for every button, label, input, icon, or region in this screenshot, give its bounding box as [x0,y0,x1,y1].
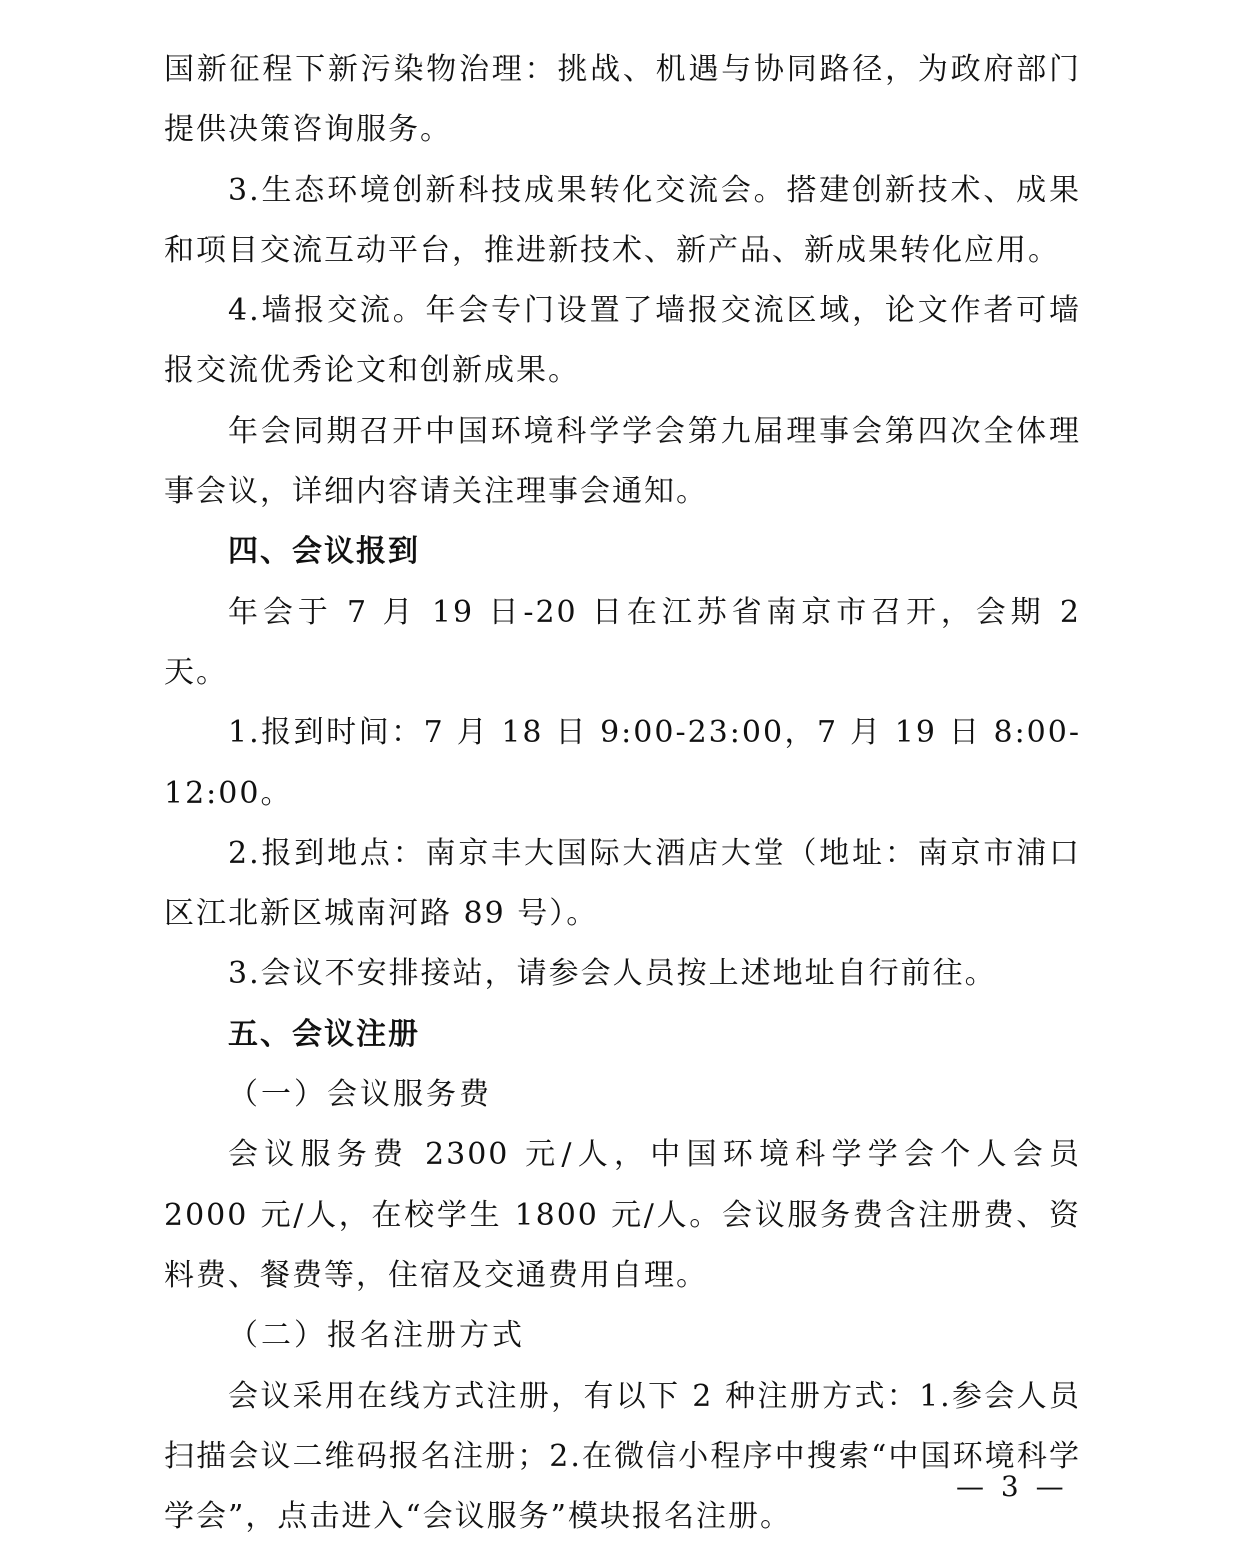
paragraph-pollutant-governance: 国新征程下新污染物治理：挑战、机遇与协同路径，为政府部门提供决策咨询服务。 [164,52,1081,148]
paragraph-registration-method-details: 会议采用在线方式注册，有以下 2 种注册方式：1.参会人员扫描会议二维码报名注册；2.在微信小程序中搜索“中国环境科学学会”，点击进入“会议服务”模块报名注册。 [164,1378,1081,1535]
paragraph-checkin-location: 2.报到地点：南京丰大国际大酒店大堂（地址：南京市浦口区江北新区城南河路 89 号）。 [164,835,1081,932]
paragraph-poster-exchange: 4.墙报交流。年会专门设置了墙报交流区域，论文作者可墙报交流优秀论文和创新成果。 [164,293,1081,389]
section-heading-registration-checkin: 四、会议报到 [228,534,420,570]
paragraph-service-fee-details: 会议服务费 2300 元/人，中国环境科学学会个人会员 2000 元/人，在校学生 1800 元/人。会议服务费含注册费、资料费、餐费等，住宿及交通费用自理。 [164,1137,1081,1293]
paragraph-no-pickup: 3.会议不安排接站，请参会人员按上述地址自行前往。 [228,956,997,992]
paragraph-council-meeting: 年会同期召开中国环境科学学会第九届理事会第四次全体理事会议，详细内容请关注理事会通知。 [164,413,1081,510]
paragraph-checkin-time: 1.报到时间：7 月 18 日 9:00-23:00，7 月 19 日 8:00-12:00。 [164,715,1081,811]
subheading-registration-method: （二）报名注册方式 [228,1318,525,1354]
paragraph-meeting-dates: 年会于 7 月 19 日-20 日在江苏省南京市召开，会期 2 天。 [164,594,1081,690]
paragraph-tech-transfer-meeting: 3.生态环境创新科技成果转化交流会。搭建创新技术、成果和项目交流互动平台，推进新技术、新产品、新成果转化应用。 [164,172,1081,268]
section-heading-registration: 五、会议注册 [228,1016,420,1052]
page-number: — 3 — [956,1470,1068,1503]
subheading-service-fee: （一）会议服务费 [228,1077,492,1113]
document-body [164,40,1081,1547]
